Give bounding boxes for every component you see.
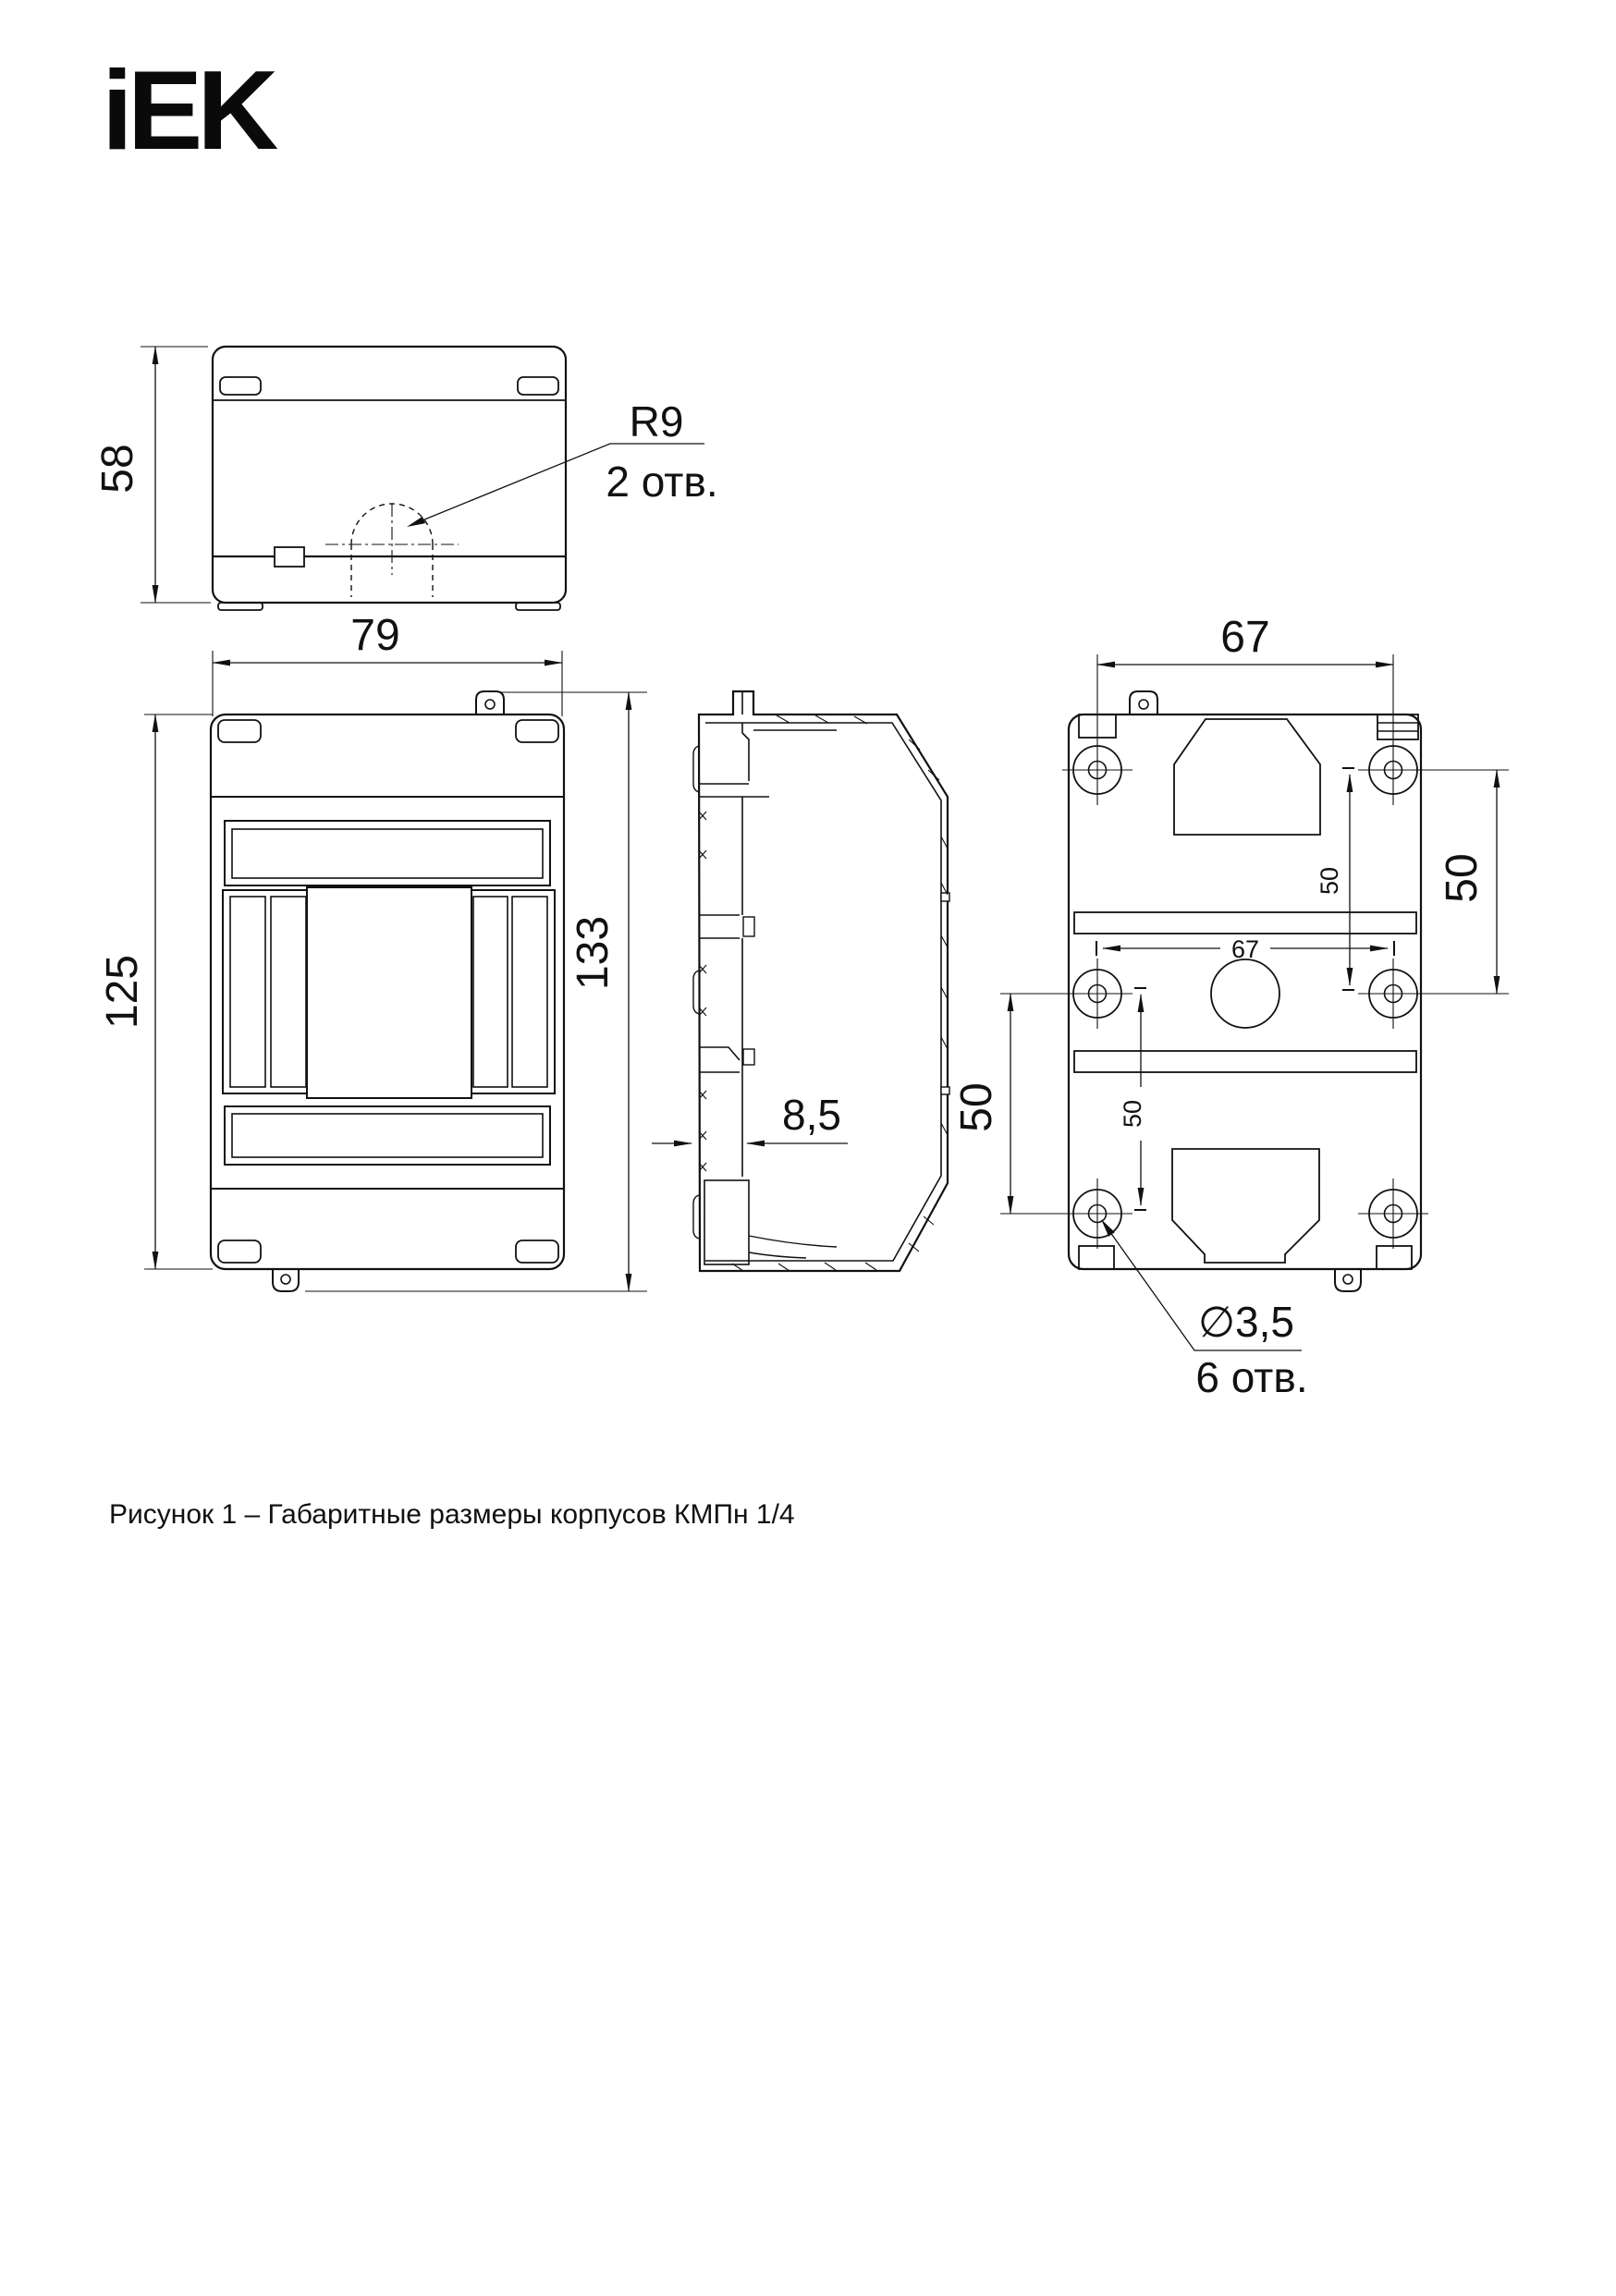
dim-top-height: 58 xyxy=(93,444,142,494)
screw-holes xyxy=(1073,746,1417,1238)
dim-front-overall-height: 133 xyxy=(569,915,618,991)
hatch-marks xyxy=(699,715,948,1271)
dimensions xyxy=(141,347,1509,1350)
dim-back-inner-left: 50 xyxy=(1119,1099,1146,1129)
hole-crosshairs xyxy=(1062,770,1428,1249)
dim-back-left-span: 50 xyxy=(952,1082,1001,1132)
dim-back-top-span: 67 xyxy=(1220,613,1270,662)
callout-radius-count: 2 отв. xyxy=(606,458,718,506)
dim-back-inner-span: 67 xyxy=(1230,935,1260,963)
top-view xyxy=(213,347,566,610)
dim-wall-thickness: 8,5 xyxy=(782,1091,841,1139)
callout-radius: R9 xyxy=(629,397,684,446)
back-view xyxy=(1062,691,1428,1291)
dim-back-right-span: 50 xyxy=(1438,853,1487,903)
callout-hole-count: 6 отв. xyxy=(1195,1353,1308,1401)
callout-hole-diameter: ∅3,5 xyxy=(1197,1298,1295,1346)
dim-front-height: 125 xyxy=(98,954,147,1030)
side-view xyxy=(693,691,949,1271)
dim-back-inner-right: 50 xyxy=(1316,866,1343,896)
dim-front-width: 79 xyxy=(350,611,400,660)
front-view xyxy=(211,691,564,1291)
figure-caption: Рисунок 1 – Габаритные размеры корпусов КМПн 1/4 xyxy=(109,1499,795,1530)
iek-logo: iEK xyxy=(102,47,274,173)
